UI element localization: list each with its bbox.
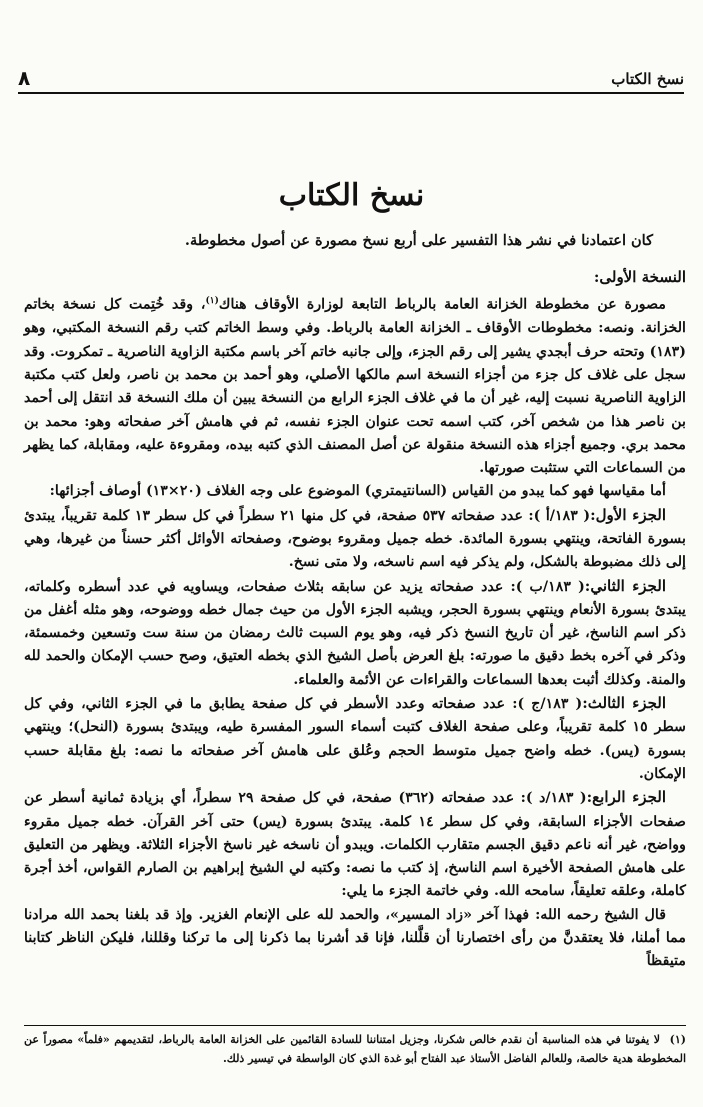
part4-text: : عدد صفحاته (٣٦٢) صفحة، في كل صفحة ٢٩ سطراً، أي بزيادة ثمانية أسطر عن صفحات الأجزاء السابقة، وفي كل سطر ١٤ كلمة. يبتدئ بسورة (يس) حتى آخر القرآن. خطه جميل مقروء وواضح، غير أنه ناعم دقيق الجسم متقارب الكلمات. ويبدو أن ناسخه غير ناسخ الأجزاء الثلاثة. ويظهر من التعليق على هامش الصفحة الأخيرة اسم الناسخ، إذ كتب ما نصه: وكتبه لي الشيخ إبراهيم بن الصارم القواس، أخذ أجرة كاملة، وعلقه تعليقاً، سامحه الله. وفي خاتمة الجزء ما يلي:: [24, 790, 686, 900]
footnotes: [24, 1025, 686, 1068]
last-paragraph: قال الشيخ رحمه الله: فهذا آخر «زاد المسير»، والحمد لله على الإنعام الغزير. وإذ قد بلغنا بحمد الله مرادنا مما أملنا، فلا يعتقدنَّ من رأى اختصارنا أن قلَّلنا، فإنا قد أشرنا بما ذكرنا إلى ما تركنا وقللنا، فليكن الناظر كتابنا متيقظاً: [24, 906, 686, 970]
footnote-text: لا يفوتنا في هذه المناسبة أن نقدم خالص شكرنا، وجزيل امتناننا للسادة القائمين على الخزانة العامة بالرباط، لتقديمهم «فلماً» مصوراً عن المخطوطة هدية خالصة، وللعالم الفاضل الأستاذ عبد الفتاح أبو غدة الذي كان الواسطة في تيسير ذلك.: [24, 1033, 686, 1065]
part2-text: : عدد صفحاته يزيد عن سابقه بثلاث صفحات، ويساويه في عدد أسطره وكلماته، يبتدئ بسورة الأنعام وينتهي بسورة الحجر، ويشبه الجزء الأول من حيث جمال خطه ووضوحه، وهو مثله أغفل من ذكر اسم الناسخ، غير أن تاريخ النسخ ذكر فيه، وهو يوم السبت ثالث رمضان من سنة ست وتسعين وخمسمئة، وذكر في آخره بخط دقيق ما صورته: بلغ العرض بأصل الشيخ الذي بخطه العتيق، وصح حسب الإمكان والحمد لله والمنة. وكذلك أثبت بعدها السماعات والقراءات عن الأئمة والعلماء.: [24, 578, 686, 688]
page-number: ٨: [18, 66, 31, 90]
part3-label: الجزء الثالث:: [582, 694, 666, 713]
part4-code: ( ١٨٣/د ): [525, 790, 587, 807]
part1-label: الجزء الأول:: [590, 505, 667, 524]
running-header: [18, 62, 684, 94]
footnote-marker: (١): [669, 1033, 686, 1046]
main-text: [24, 266, 686, 974]
part3-code: ( ١٨٣/ج ): [517, 696, 583, 713]
section-heading: [24, 266, 686, 290]
paragraph-2: أما مقياسها فهو كما يبدو من القياس (السانتيمتري) الموضوع على وجه الغلاف (٢٠×١٣) أوصاف أجزائها:: [49, 483, 666, 500]
part4-label: الجزء الرابع:: [586, 788, 667, 807]
p1-rest: ، وقد خُتِمت كل نسخة بخاتم الخزانة. ونصه: مخطوطات الأوقاف ـ الخزانة العامة بالرباط. وفي وسط الخاتم كتب رقم النسخة المكتبي، وهو (١٨٣) وتحته حرف أبجدي يشير إلى رقم الجزء، وإلى جانبه خاتم آخر باسم مكتبة الزاوية الناصرية ـ تمكروت. وقد سجل على غلاف كل جزء من أجزاء النسخة اسم مالكها الأصلي، وهو أحمد بن محمد بن ناصر، ولعل كتب مكتبة الزاوية الناصرية نسبت إليه، غير أن ما في غلاف الجزء الرابع من النسخة يبين أن ملك النسخة قد انتقل إلى أحمد بن ناصر هذا من شخص آخر، كتب اسمه تحت عنوان الجزء نفسه، ثم في هامش آخر صفحاته وهو: محمد بن محمد بري. وجميع أجزاء هذه النسخة منقولة عن أصل المصنف الذي كتبه بيده، ومقروءة عليه، ومقابلة، كما يظهر من السماعات التي ستثبت صورتها.: [24, 297, 686, 477]
intro-paragraph: كان اعتمادنا في نشر هذا التفسير على أربع نسخ مصورة عن أصول مخطوطة.: [184, 232, 653, 249]
part1-text: : عدد صفحاته ٥٣٧ صفحة، في كل منها ٢١ سطراً في كل سطر ١٣ كلمة تقريباً، يبتدئ بسورة الفاتحة، وينتهي بسورة المائدة. خطه جميل ومقروء بوضوح، وصفحاته الأوائل أكثر حسناً من غيرها، وهي إلى ذلك مضبوطة بالشكل، ولم يذكر فيه اسم ناسخه، ولا متى نسخ.: [24, 507, 686, 571]
part1-code: ( ١٨٣/أ ): [533, 507, 591, 524]
part2-code: ( ١٨٣/ب ): [515, 578, 585, 595]
part3-text: : عدد صفحاته وعدد الأسطر في كل صفحة يطابق ما في الجزء الثاني، وفي كل سطر ١٥ كلمة تقريباً، وعلى صفحة الغلاف كتبت أسماء السور المفسرة طيه، ويبتدئ بسورة (النحل)؛ وينتهي بسورة (يس). خطه واضح جميل متوسط الحجم وعُلق على هامش آخر صفحاته ما نصه: بلغ مقابلة حسب الإمكان.: [24, 696, 687, 782]
section1-heading: النسخة الأولى:: [593, 268, 686, 286]
p1-start: مصورة عن مخطوطة الخزانة العامة بالرباط التابعة لوزارة الأوقاف هناك: [218, 297, 666, 314]
part1-paragraph: [24, 504, 686, 575]
chapter-title: نسخ الكتاب: [278, 178, 425, 213]
running-title: نسخ الكتاب: [611, 70, 684, 88]
part4-paragraph: [24, 786, 686, 903]
part2-paragraph: [24, 575, 686, 692]
paragraph-1: [24, 290, 686, 480]
footnote-ref: (١): [205, 296, 219, 307]
part3-paragraph: [24, 692, 686, 786]
part2-label: الجزء الثاني:: [584, 576, 666, 595]
